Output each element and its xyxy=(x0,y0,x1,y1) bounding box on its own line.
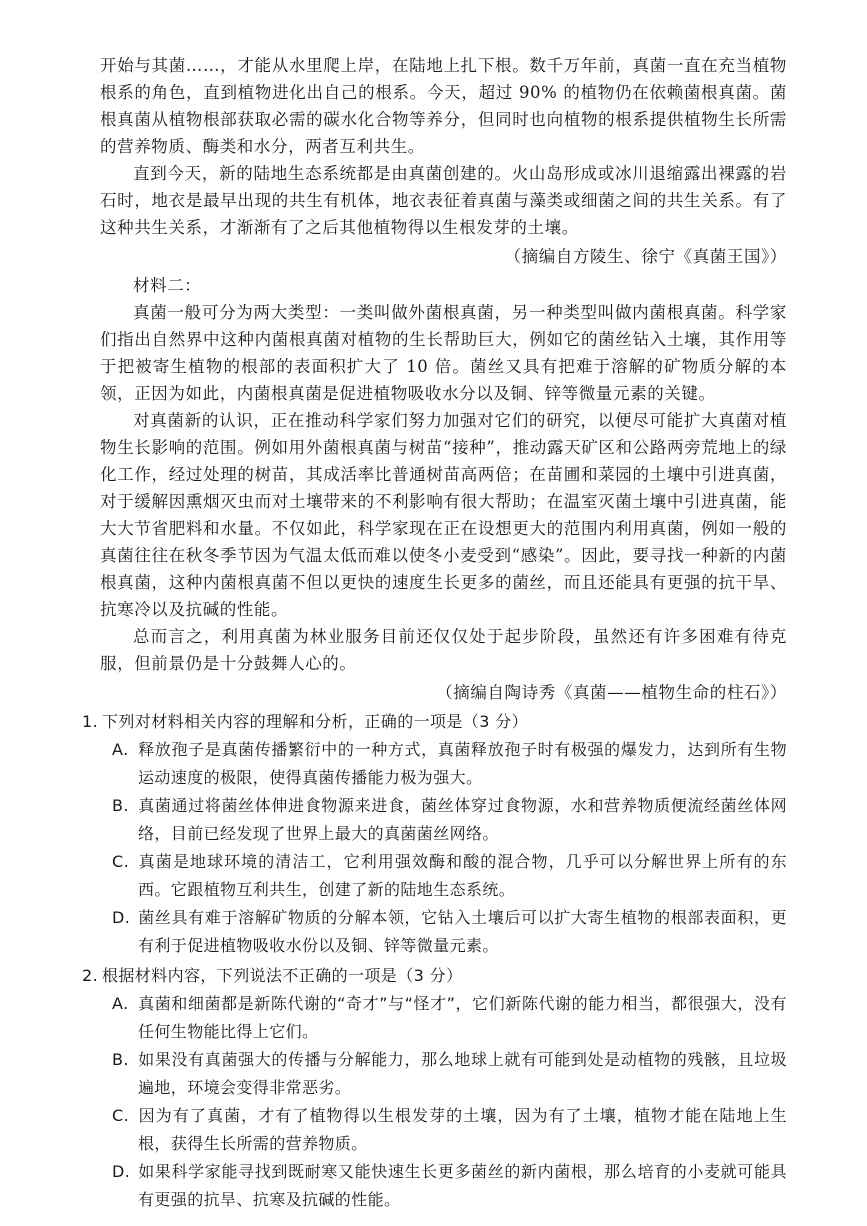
option-letter: B. xyxy=(112,1050,129,1069)
option-text: 释放孢子是真菌传播繁衍中的一种方式，真菌释放孢子时有极强的爆发力，达到所有生物运动速度的极限，使得真菌传播能力极为强大。 xyxy=(138,740,787,787)
question xyxy=(82,708,787,960)
question-stem xyxy=(82,708,787,736)
option-letter: C. xyxy=(112,852,130,871)
option-text: 真菌和细菌都是新陈代谢的“奇才”与“怪才”，它们新陈代谢的能力相当，都很强大，没有任何生物能比得上它们。 xyxy=(138,994,787,1041)
paragraph: 直到今天，新的陆地生态系统都是由真菌创建的。火山岛形成或冰川退缩露出裸露的岩石时，地衣是最早出现的共生有机体，地衣表征着真菌与藻类或细菌之间的共生关系。有了这种共生关系，才渐渐有了之后其他植物得以生根发芽的土壤。 xyxy=(100,164,787,237)
option-letter: B. xyxy=(112,796,129,815)
option-text: 如果没有真菌强大的传播与分解能力，那么地球上就有可能到处是动植物的残骸，且垃圾遍地，环境会变得非常恶劣。 xyxy=(138,1050,787,1097)
question-text: 下列对材料相关内容的理解和分析，正确的一项是（3 分） xyxy=(102,712,529,731)
option-a xyxy=(82,736,787,792)
option-b xyxy=(82,1046,787,1102)
paragraph: 对真菌新的认识，正在推动科学家们努力加强对它们的研究，以便尽可能扩大真菌对植物生长影响的范围。例如用外菌根真菌与树苗“接种”，推动露天矿区和公路两旁荒地上的绿化工作，经过处理的树苗，其成活率比普通树苗高两倍；在苗圃和菜园的土壤中引进真菌，对于缓解因熏烟灭虫而对土壤带来的不利影响有很大帮助；在温室灭菌土壤中引进真菌，能大大节省肥料和水量。不仅如此，科学家现在正在设想更大的范围内利用真菌，例如一般的真菌往往在秋冬季节因为气温太低而难以使冬小麦受到“感染”。因此，要寻找一种新的内菌根真菌，这种内菌根真菌不但以更快的速度生长更多的菌丝，而且还能具有更强的抗干旱、抗寒冷以及抗碱的性能。 xyxy=(100,411,787,619)
source-citation: （摘编自陶诗秀《真菌——植物生命的柱石》） xyxy=(436,683,787,702)
option-text: 如果科学家能寻找到既耐寒又能快速生长更多菌丝的新内菌根，那么培育的小麦就可能具有更强的抗旱、抗寒及抗碱的性能。 xyxy=(138,1162,787,1209)
option-text: 菌丝具有难于溶解矿物质的分解本领，它钻入土壤后可以扩大寄生植物的根部表面积，更有利于促进植物吸收水份以及铜、锌等微量元素。 xyxy=(138,908,787,955)
question-number: 1. xyxy=(82,712,99,731)
question-text: 根据材料内容，下列说法不正确的一项是（3 分） xyxy=(102,966,463,985)
material-one xyxy=(100,52,787,270)
option-c xyxy=(82,1102,787,1158)
questions-section xyxy=(82,708,787,1214)
option-c xyxy=(82,848,787,904)
paragraph: 真菌一般可分为两大类型：一类叫做外菌根真菌，另一种类型叫做内菌根真菌。科学家们指出自然界中这种内菌根真菌对植物的生长帮助巨大，例如它的菌丝钻入土壤，其作用等于把被寄生植物的根部的表面积扩大了 10 倍。菌丝又具有把难于溶解的矿物质分解的本领，正因为如此，内菌根真菌是促进植物吸收水分以及铜、锌等微量元素的关键。 xyxy=(100,303,787,403)
option-letter: D. xyxy=(112,1162,131,1181)
option-letter: A. xyxy=(112,994,129,1013)
question-stem xyxy=(82,962,787,990)
option-d xyxy=(82,904,787,960)
source-citation: （摘编自方陵生、徐宁《真菌王国》） xyxy=(504,247,787,266)
option-a xyxy=(82,990,787,1046)
option-letter: A. xyxy=(112,740,129,759)
option-b xyxy=(82,792,787,848)
option-letter: C. xyxy=(112,1106,130,1125)
option-d xyxy=(82,1158,787,1214)
material-two xyxy=(100,272,787,706)
question xyxy=(82,962,787,1214)
option-text: 因为有了真菌，才有了植物得以生根发芽的土壤，因为有了土壤，植物才能在陆地上生根，获得生长所需的营养物质。 xyxy=(138,1106,787,1153)
option-text: 真菌是地球环境的清洁工，它利用强效酶和酸的混合物，几乎可以分解世界上所有的东西。它跟植物互利共生，创建了新的陆地生态系统。 xyxy=(138,852,787,899)
paragraph: 开始与其菌……，才能从水里爬上岸，在陆地上扎下根。数千万年前，真菌一直在充当植物根系的角色，直到植物进化出自己的根系。今天，超过 90% 的植物仍在依赖菌根真菌。菌根真菌从植物根部获取必需的碳水化合物等养分，但同时也向植物的根系提供植物生长所需的营养物质、酶类和水分，两者互利共生。 xyxy=(100,56,787,156)
question-number: 2. xyxy=(82,966,99,985)
option-letter: D. xyxy=(112,908,131,927)
section-heading: 材料二： xyxy=(133,276,202,295)
option-list xyxy=(82,736,787,960)
option-text: 真菌通过将菌丝体伸进食物源来进食，菌丝体穿过食物源，水和营养物质便流经菌丝体网络，目前已经发现了世界上最大的真菌菌丝网络。 xyxy=(138,796,787,843)
option-list xyxy=(82,990,787,1214)
paragraph: 总而言之，利用真菌为林业服务目前还仅仅处于起步阶段，虽然还有许多困难有待克服，但前景仍是十分鼓舞人心的。 xyxy=(100,627,787,673)
